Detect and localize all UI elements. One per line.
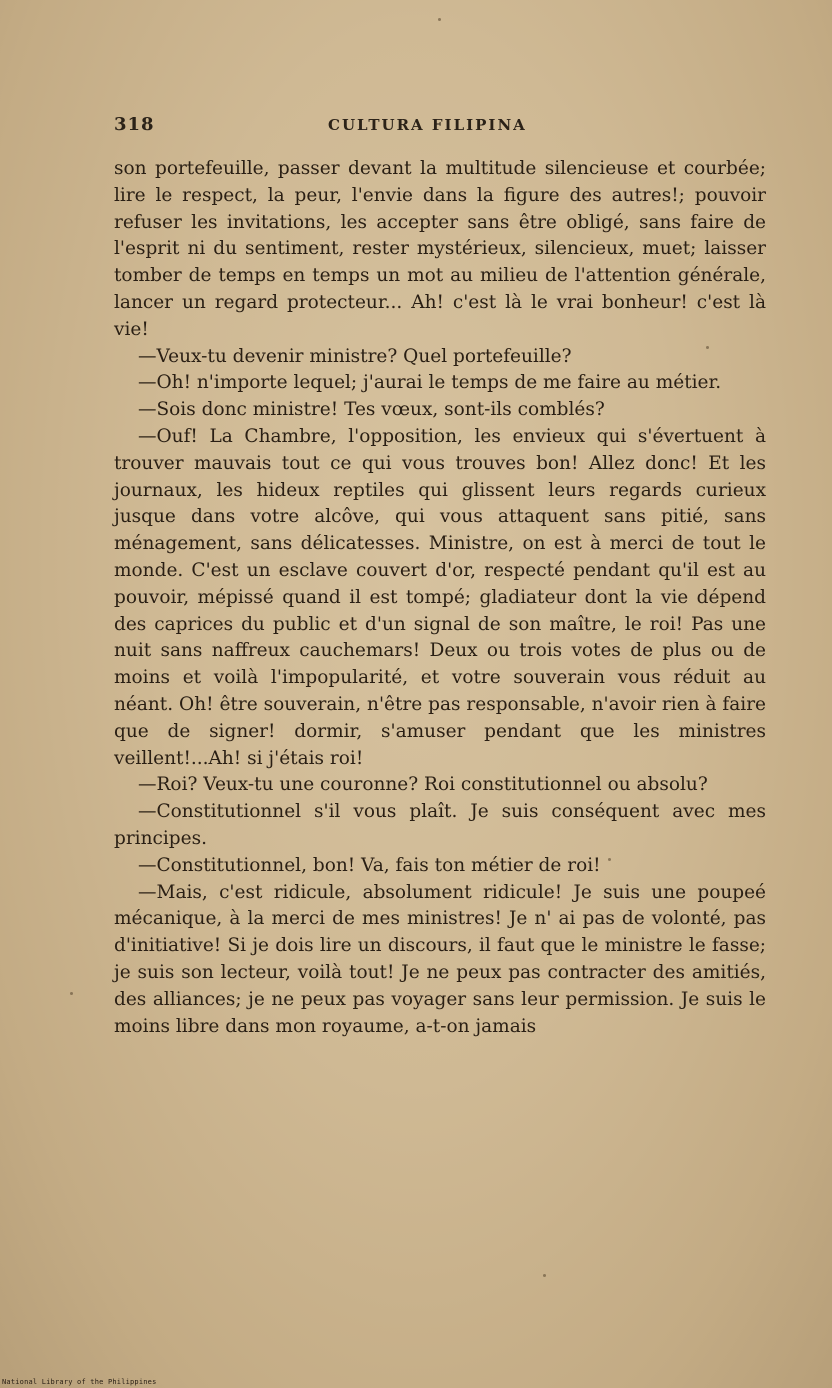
paragraph: —Ouf! La Chambre, l'opposition, les envieux qui s'évertuent à trouver mauvais tout ce qui vous trouves bon! Allez donc! Et les journaux, les hideux reptiles qui glissent leurs regards curieux jusque dans votre alcôve, qui vous attaquent sans pitié, sans ménagement, sans délicatesses. Ministre, on est à merci de tout le monde. C'est un esclave couvert d'or, respecté pendant qu'il est au pouvoir, mépissé quand il est tompé; gladiateur dont la vie dépend des caprices du public et d'un signal de son maître, le roi! Pas une nuit sans naffreux cauchemars! Deux ou trois votes de plus ou de moins et voilà l'impopularité, et votre souverain vous réduit au néant. Oh! être souverain, n'être pas responsable, n'avoir rien à faire que de signer! dormir, s'amuser pendant que les ministres veillent!...Ah! si j'étais roi! — [114, 425, 766, 769]
print-speck — [543, 1274, 546, 1277]
library-credit: National Library of the Philippines — [2, 1378, 157, 1386]
page-number: 318 — [114, 114, 155, 135]
paragraph: —Sois donc ministre! Tes vœux, sont-ils comblés? — [138, 399, 605, 421]
paragraph: —Constitutionnel s'il vous plaît. Je suis conséquent avec mes principes. — [114, 801, 766, 849]
paragraph: —Veux-tu devenir ministre? Quel portefeuille? — [138, 345, 572, 367]
paragraph: —Mais, c'est ridicule, absolument ridicule! Je suis une poupeé mécanique, à la merci de mes ministres! Je n' ai pas de volonté, pas d'initiative! Si je dois lire un discours, il faut que le ministre le fasse; je suis son lecteur, voilà tout! Je ne peux pas contracter des amitiés, des alliances; je ne peux pas voyager sans leur permission. Je suis le moins libre dans mon royaume, a-t-on jamais — [114, 881, 766, 1037]
body-text — [114, 156, 766, 1040]
paragraph: son portefeuille, passer devant la multitude silencieuse et courbée; lire le respect, la peur, l'envie dans la figure des autres!; pouvoir refuser les invitations, les accepter sans être obligé, sans faire de l'esprit ni du sentiment, rester mystérieux, silencieux, muet; laisser tomber de temps en temps un mot au milieu de l'attention générale, lancer un regard protecteur... Ah! c'est là le vrai bonheur! c'est là vie! — [114, 158, 766, 340]
page-header — [114, 114, 534, 138]
running-head: CULTURA FILIPINA — [328, 116, 527, 134]
paragraph: —Oh! n'importe lequel; j'aurai le temps de me faire au métier. — [138, 372, 722, 394]
paragraph: —Roi? Veux-tu une couronne? Roi constitutionnel ou absolu? — [138, 774, 708, 796]
print-speck — [438, 18, 441, 21]
print-speck — [70, 992, 73, 995]
paragraph: —Constitutionnel, bon! Va, fais ton métier de roi! — [138, 854, 601, 876]
